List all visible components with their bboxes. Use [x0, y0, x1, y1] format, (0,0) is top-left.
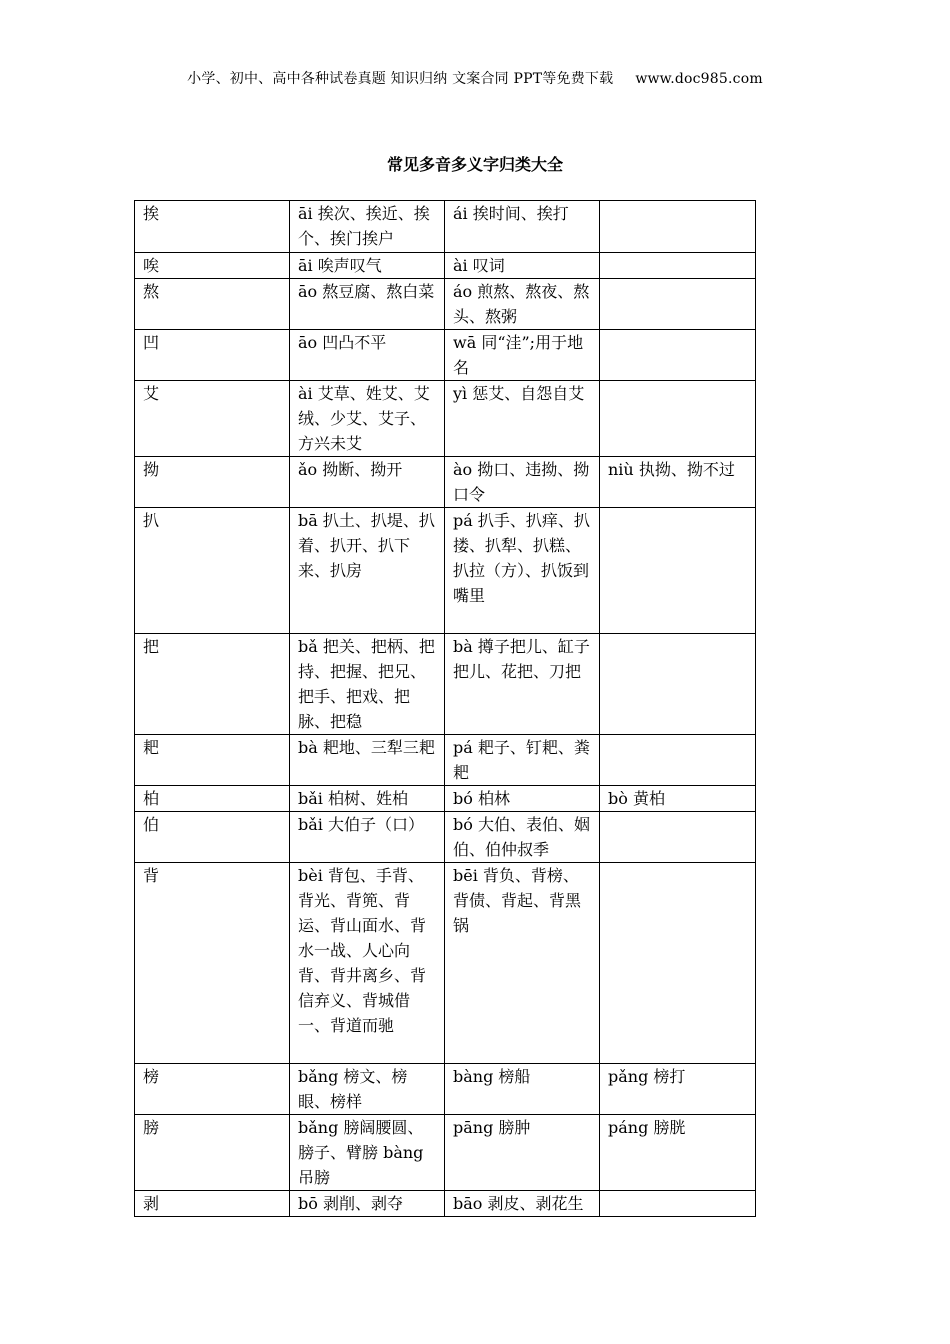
table-row	[135, 330, 756, 381]
character-cell: 伯	[135, 812, 290, 863]
character-cell: 挨	[135, 201, 290, 253]
table-row	[135, 1064, 756, 1115]
reading-cell-3	[600, 863, 756, 1064]
reading-cell-3: páng 膀胱	[600, 1115, 756, 1191]
character-cell: 柏	[135, 786, 290, 812]
reading-cell-2: bà 撙子把儿、缸子把儿、花把、刀把	[445, 634, 600, 735]
reading-cell-2: bàng 榜船	[445, 1064, 600, 1115]
reading-cell-1: ǎo 拗断、拗开	[290, 457, 445, 508]
reading-cell-3	[600, 253, 756, 279]
character-cell: 艾	[135, 381, 290, 457]
reading-cell-3	[600, 508, 756, 634]
reading-cell-3	[600, 812, 756, 863]
character-cell: 耙	[135, 735, 290, 786]
table-row	[135, 279, 756, 330]
table-row	[135, 508, 756, 634]
reading-cell-1: bā 扒土、扒堤、扒着、扒开、扒下来、扒房	[290, 508, 445, 634]
reading-cell-2: pá 扒手、扒痒、扒搂、扒犁、扒糕、扒拉（方）、扒饭到嘴里	[445, 508, 600, 634]
reading-cell-3: pǎng 榜打	[600, 1064, 756, 1115]
reading-cell-2: pāng 膀肿	[445, 1115, 600, 1191]
reading-cell-3	[600, 279, 756, 330]
reading-cell-1: bǎng 榜文、榜眼、榜样	[290, 1064, 445, 1115]
page-title: 常见多音多义字归类大全	[386, 155, 563, 174]
reading-cell-3	[600, 330, 756, 381]
character-cell: 凹	[135, 330, 290, 381]
reading-cell-3	[600, 201, 756, 253]
table-row	[135, 253, 756, 279]
reading-cell-1: bō 剥削、剥夺	[290, 1191, 445, 1217]
reading-cell-2: ài 叹词	[445, 253, 600, 279]
character-cell: 背	[135, 863, 290, 1064]
table-row	[135, 457, 756, 508]
reading-cell-2: ào 拗口、违拗、拗口令	[445, 457, 600, 508]
page-header	[0, 68, 950, 88]
header-site: www.doc985.com	[635, 71, 763, 87]
reading-cell-3	[600, 735, 756, 786]
reading-cell-1: bèi 背包、手背、背光、背篼、背运、背山面水、背水一战、人心向背、背井离乡、背信弃义、背城借一、背道而驰	[290, 863, 445, 1064]
table-row	[135, 812, 756, 863]
table-row	[135, 1115, 756, 1191]
reading-cell-3	[600, 634, 756, 735]
reading-cell-2: bó 柏林	[445, 786, 600, 812]
reading-cell-3: bò 黄柏	[600, 786, 756, 812]
reading-cell-1: bà 耙地、三犁三耙	[290, 735, 445, 786]
table-row	[135, 786, 756, 812]
reading-cell-1: āo 凹凸不平	[290, 330, 445, 381]
reading-cell-1: āo 熬豆腐、熬白菜	[290, 279, 445, 330]
character-cell: 拗	[135, 457, 290, 508]
header-text: 小学、初中、高中各种试卷真题 知识归纳 文案合同 PPT等免费下载	[187, 71, 614, 87]
reading-cell-2: bó 大伯、表伯、姻伯、伯仲叔季	[445, 812, 600, 863]
table-row	[135, 634, 756, 735]
reading-cell-1: bǎi 大伯子（口）	[290, 812, 445, 863]
table-row	[135, 863, 756, 1064]
reading-cell-2: ái 挨时间、挨打	[445, 201, 600, 253]
reading-cell-2: yì 惩艾、自怨自艾	[445, 381, 600, 457]
character-cell: 唉	[135, 253, 290, 279]
character-cell: 剥	[135, 1191, 290, 1217]
reading-cell-2: áo 煎熬、熬夜、熬头、熬粥	[445, 279, 600, 330]
polyphone-table	[134, 200, 756, 1217]
character-cell: 榜	[135, 1064, 290, 1115]
table-row	[135, 735, 756, 786]
character-cell: 把	[135, 634, 290, 735]
character-cell: 熬	[135, 279, 290, 330]
reading-cell-2: pá 耙子、钉耙、粪耙	[445, 735, 600, 786]
reading-cell-1: āi 挨次、挨近、挨个、挨门挨户	[290, 201, 445, 253]
reading-cell-1: bǎi 柏树、姓柏	[290, 786, 445, 812]
polyphone-table-body	[135, 201, 756, 1217]
character-cell: 膀	[135, 1115, 290, 1191]
table-row	[135, 201, 756, 253]
reading-cell-1: ài 艾草、姓艾、艾绒、少艾、艾子、方兴未艾	[290, 381, 445, 457]
table-row	[135, 381, 756, 457]
reading-cell-2: bāo 剥皮、剥花生	[445, 1191, 600, 1217]
reading-cell-3: niù 执拗、拗不过	[600, 457, 756, 508]
reading-cell-3	[600, 1191, 756, 1217]
reading-cell-2: wā 同“洼”;用于地名	[445, 330, 600, 381]
reading-cell-1: āi 唉声叹气	[290, 253, 445, 279]
reading-cell-2: bēi 背负、背榜、背债、背起、背黑锅	[445, 863, 600, 1064]
reading-cell-1: bǎng 膀阔腰圆、膀子、臂膀 bàng 吊膀	[290, 1115, 445, 1191]
reading-cell-3	[600, 381, 756, 457]
table-row	[135, 1191, 756, 1217]
reading-cell-1: bǎ 把关、把柄、把持、把握、把兄、把手、把戏、把脉、把稳	[290, 634, 445, 735]
character-cell: 扒	[135, 508, 290, 634]
